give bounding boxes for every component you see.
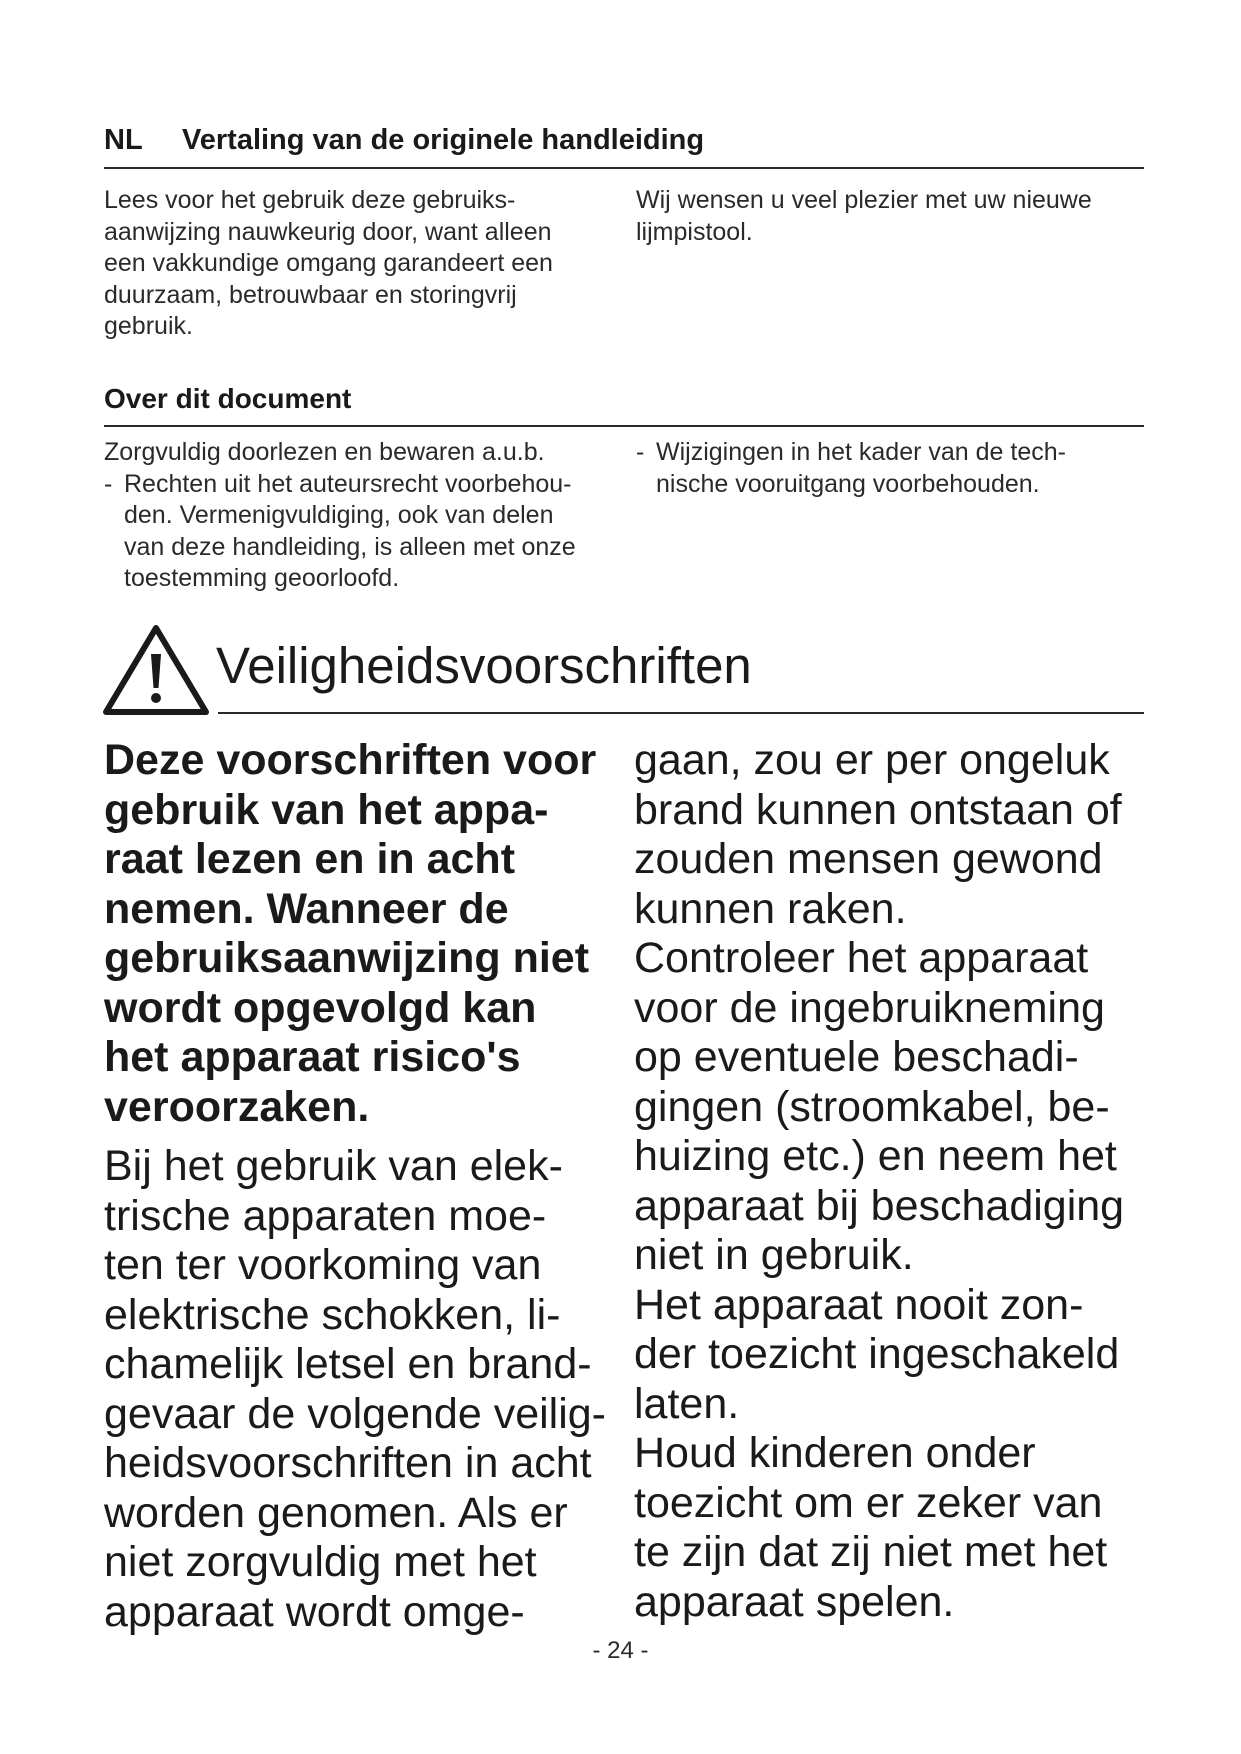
safety-left-column — [104, 736, 624, 1637]
safety-paragraph: Het apparaat nooit zon- der toezicht ingeschakeld laten. — [634, 1280, 1120, 1428]
intro-left-text: Lees voor het gebruik deze gebruiks- aanwijzing nauwkeurig door, want alleen een vakkundige omgang garandeert een duurzaam, betrouwbaar en storingvrij gebruik. — [104, 186, 553, 340]
document-title: Vertaling van de originele handleiding — [182, 124, 705, 156]
about-section-title: Over dit document — [104, 383, 352, 414]
intro-right-text: Wij wensen u veel plezier met uw nieuwe lijmpistool. — [636, 186, 1092, 246]
warning-triangle-icon — [102, 622, 210, 718]
page-number: - 24 - — [592, 1637, 649, 1664]
about-lead-text: Zorgvuldig doorlezen en bewaren a.u.b. — [104, 438, 545, 466]
intro-right-column — [636, 185, 1156, 248]
about-list-item: - Rechten uit het auteursrecht voorbehou- den. Vermenigvuldiging, ook van delen van deze handleiding, is alleen met onze toestemming geoorloofd. — [104, 469, 624, 595]
safety-divider — [218, 712, 1144, 714]
safety-intro-paragraph: Bij het gebruik van elek- trische apparaten moe- ten ter voorkoming van elektrische schokken, li- chamelijk letsel en brand- gevaar de volgende veilig- heidsvoorschriften in acht worden genomen. Als er niet zorgvuldig met het apparaat wordt omge- — [104, 1142, 606, 1636]
safety-paragraph: Houd kinderen onder toezicht om er zeker van te zijn dat zij niet met het apparaat spelen. — [634, 1429, 1108, 1626]
about-rights-list — [104, 469, 624, 595]
safety-paragraph: gaan, zou er per ongeluk brand kunnen ontstaan of zouden mensen gewond kunnen raken. — [634, 736, 1122, 933]
safety-paragraph: Controleer het apparaat voor de ingebruikneming op eventuele beschadi- gingen (stroomkabel, be- huizing etc.) en neem het apparaat bij beschadiging niet in gebruik. — [634, 934, 1125, 1279]
about-left-column — [104, 437, 624, 595]
safety-right-column — [634, 736, 1154, 1627]
about-list-item: - Wijzigingen in het kader van de tech- nische vooruitgang voorbehouden. — [636, 437, 1156, 500]
document-header — [104, 122, 1144, 158]
safety-bold-notice: Deze voorschriften voor gebruik van het appa- raat lezen en in acht nemen. Wanneer de gebruiksaanwijzing niet wordt opgevolgd kan het apparaat risico's veroorzaken. — [104, 736, 597, 1131]
language-code: NL — [104, 124, 143, 156]
header-divider — [104, 167, 1144, 169]
about-right-column — [636, 437, 1156, 500]
safety-section-title: Veiligheidsvoorschriften — [216, 637, 752, 694]
intro-left-column — [104, 185, 624, 343]
about-changes-list — [636, 437, 1156, 500]
about-divider — [104, 425, 1144, 427]
